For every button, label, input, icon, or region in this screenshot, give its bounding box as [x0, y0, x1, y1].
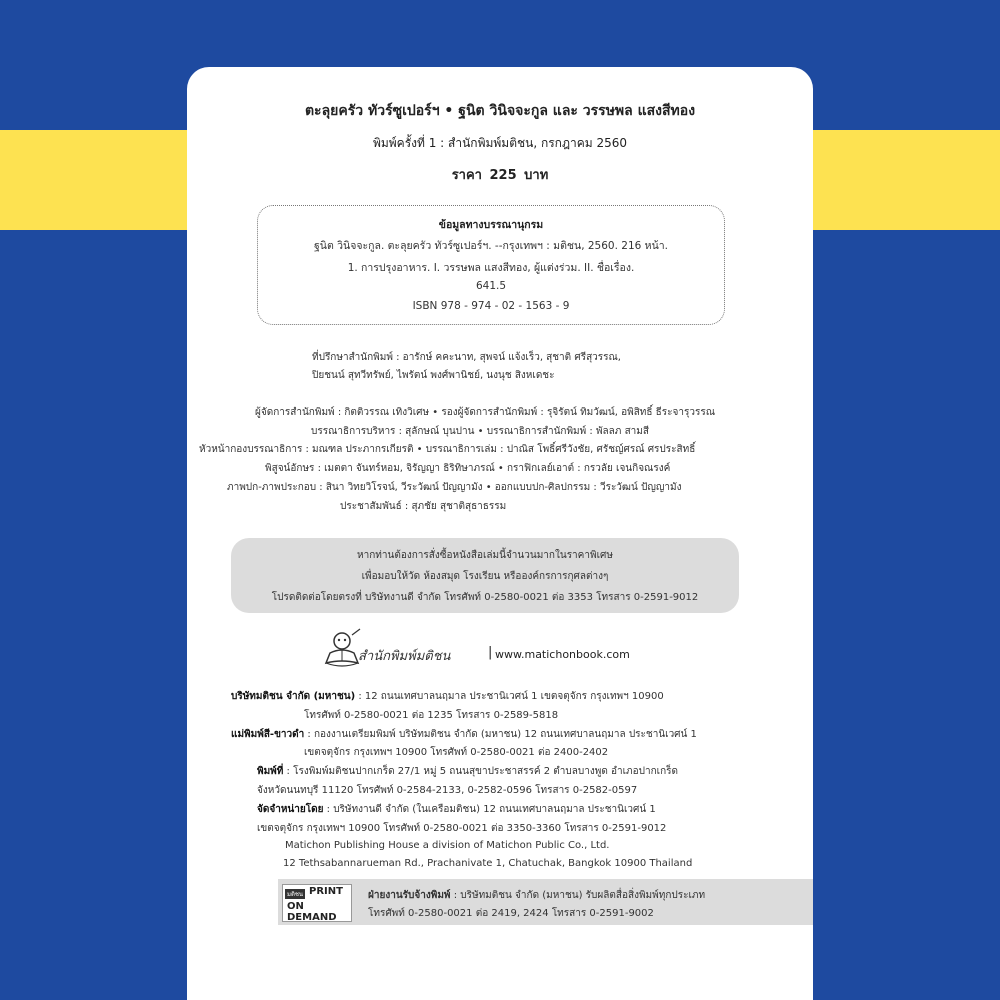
print-service-line: [368, 888, 705, 903]
managers-line: ผู้จัดการสำนักพิมพ์ : กิตติวรรณ เทิงวิเศษ • รองผู้จัดการสำนักพิมพ์ : รุจิรัตน์ ทิมวัฒน์, อพิสิทธิ์ ธีระจารุวรรณ: [255, 407, 716, 418]
company-line: [231, 689, 664, 704]
plate-label: แม่พิมพ์สี-ขาวดำ: [231, 729, 305, 740]
english-address: 12 Tethsabannarueman Rd., Prachanivate 1, Chatuchak, Bangkok 10900 Thailand: [283, 858, 693, 869]
order-line: โปรดติดต่อโดยตรงที่ บริษัทงานดี จำกัด โทรศัพท์ 0-2580-0021 ต่อ 3353 โทรสาร 0-2591-9012: [271, 592, 699, 603]
cip-heading: ข้อมูลทางบรรณานุกรม: [438, 219, 544, 231]
print-on-demand-badge: [282, 884, 352, 922]
editors-line: บรรณาธิการบริหาร : สุลักษณ์ บุนปาน • บรรณาธิการสำนักพิมพ์ : พัลลภ สามสี: [311, 426, 649, 437]
print-line: [257, 764, 678, 779]
company-phone: โทรศัพท์ 0-2580-0021 ต่อ 1235 โทรสาร 0-2589-5818: [304, 710, 559, 721]
order-line: หากท่านต้องการสั่งซื้อหนังสือเล่มนี้จำนวนมากในราคาพิเศษ: [357, 550, 613, 561]
plate-phone: เขตจตุจักร กรุงเทพฯ 10900 โทรศัพท์ 0-2580-0021 ต่อ 2400-2402: [304, 747, 609, 758]
dist-phone: เขตจตุจักร กรุงเทพฯ 10900 โทรศัพท์ 0-2580-0021 ต่อ 3350-3360 โทรสาร 0-2591-9012: [257, 823, 667, 834]
company-value: : 12 ถนนเทศบาลนฤมาล ประชานิเวศน์ 1 เขตจตุจักร กรุงเทพฯ 10900: [355, 691, 664, 702]
cip-line: ฐนิต วินิจจะกูล. ตะลุยครัว ทัวร์ซูเปอร์ฯ. --กรุงเทพฯ : มติชน, 2560. 216 หน้า.: [314, 240, 668, 252]
dist-label: จัดจำหน่ายโดย: [257, 804, 324, 815]
book-title: ตะลุยครัว ทัวร์ซูเปอร์ฯ • ฐนิต วินิจจะกูล และ วรรษพล แสงสีทอง: [304, 103, 696, 119]
plate-value: : กองงานเตรียมพิมพ์ บริษัทมติชน จำกัด (มหาชน) 12 ถนนเทศบาลนฤมาล ประชานิเวศน์ 1: [304, 729, 697, 740]
cip-classification: 641.5: [475, 280, 507, 292]
imprint-page: [187, 67, 813, 1000]
pr-line: ประชาสัมพันธ์ : สุภชัย สุชาติสุธาธรรม: [340, 501, 507, 512]
cip-line: 1. การปรุงอาหาร. I. วรรษพล แสงสีทอง, ผู้แต่งร่วม. II. ชื่อเรื่อง.: [347, 262, 635, 274]
cip-box: [257, 205, 725, 325]
price-line: ราคา 225 บาท: [451, 168, 549, 183]
badge-brand: มติชน: [287, 891, 304, 898]
print-value: : โรงพิมพ์มติชนปากเกร็ด 27/1 หมู่ 5 ถนนสุขาประชาสรรค์ 2 ตำบลบางพูด อำเภอปากเกร็ด: [283, 766, 678, 777]
plate-line: [231, 727, 697, 742]
company-label: บริษัทมติชน จำกัด (มหาชน): [231, 691, 356, 702]
badge-demand: ON DEMAND: [287, 901, 337, 923]
cip-isbn: ISBN 978 - 974 - 02 - 1563 - 9: [412, 300, 570, 312]
editorial-line: หัวหน้ากองบรรณาธิการ : มณฑล ประภากรเกียรติ • บรรณาธิการเล่ม : ปาณิส โพธิ์ศรีวังชัย, ศรัชญ์ศรณ์ ศรประสิทธิ์: [199, 444, 696, 455]
logo-separator: |: [488, 645, 493, 660]
photos-line: ภาพปก-ภาพประกอบ : สินา วิทยวิโรจน์, วีระวัฒน์ ปัญญามัง • ออกแบบปก-ศิลปกรรม : วีระวัฒน์ ปัญญามัง: [227, 482, 682, 493]
print-phone: จังหวัดนนทบุรี 11120 โทรศัพท์ 0-2584-2133, 0-2582-0596 โทรสาร 0-2582-0597: [257, 785, 638, 796]
advisors-line: ปิยชนน์ สุทวีทรัพย์, ไพรัตน์ พงศ์พานิชย์, นงนุช สิงหเดชะ: [312, 370, 555, 381]
english-name: Matichon Publishing House a division of Matichon Public Co., Ltd.: [285, 840, 610, 851]
edition-line: พิมพ์ครั้งที่ 1 : สำนักพิมพ์มติชน, กรกฎาคม 2560: [372, 136, 628, 150]
print-service-label: ฝ่ายงานรับจ้างพิมพ์: [368, 890, 451, 901]
bulk-order-box: [231, 538, 739, 613]
print-service-box: [278, 879, 813, 925]
print-service-phone: โทรศัพท์ 0-2580-0021 ต่อ 2419, 2424 โทรสาร 0-2591-9002: [368, 908, 654, 919]
dist-line: [257, 802, 656, 817]
website-link[interactable]: www.matichonbook.com: [495, 648, 630, 661]
publisher-logo-text: สำนักพิมพ์มติชน: [358, 649, 451, 664]
print-label: พิมพ์ที่: [257, 766, 284, 777]
advisors-line: ที่ปรึกษาสำนักพิมพ์ : อารักษ์ คคะนาท, สุพจน์ แจ้งเร็ว, สุชาติ ศรีสุวรรณ,: [312, 352, 621, 363]
print-service-value: : บริษัทมติชน จำกัด (มหาชน) รับผลิตสื่อสิ่งพิมพ์ทุกประเภท: [450, 890, 706, 901]
proofreading-line: พิสูจน์อักษร : เมตตา จันทร์หอม, จิรัญญา ธิริทิษาภรณ์ • กราฟิกเลย์เอาต์ : กรวลัย เจนกิจณรงค์: [265, 463, 671, 474]
order-line: เพื่อมอบให้วัด ห้องสมุด โรงเรียน หรือองค์กรการกุศลต่างๆ: [361, 571, 609, 582]
badge-print: PRINT: [309, 886, 343, 897]
dist-value: : บริษัทงานดี จำกัด (ในเครือมติชน) 12 ถนนเทศบาลนฤมาล ประชานิเวศน์ 1: [323, 804, 656, 815]
